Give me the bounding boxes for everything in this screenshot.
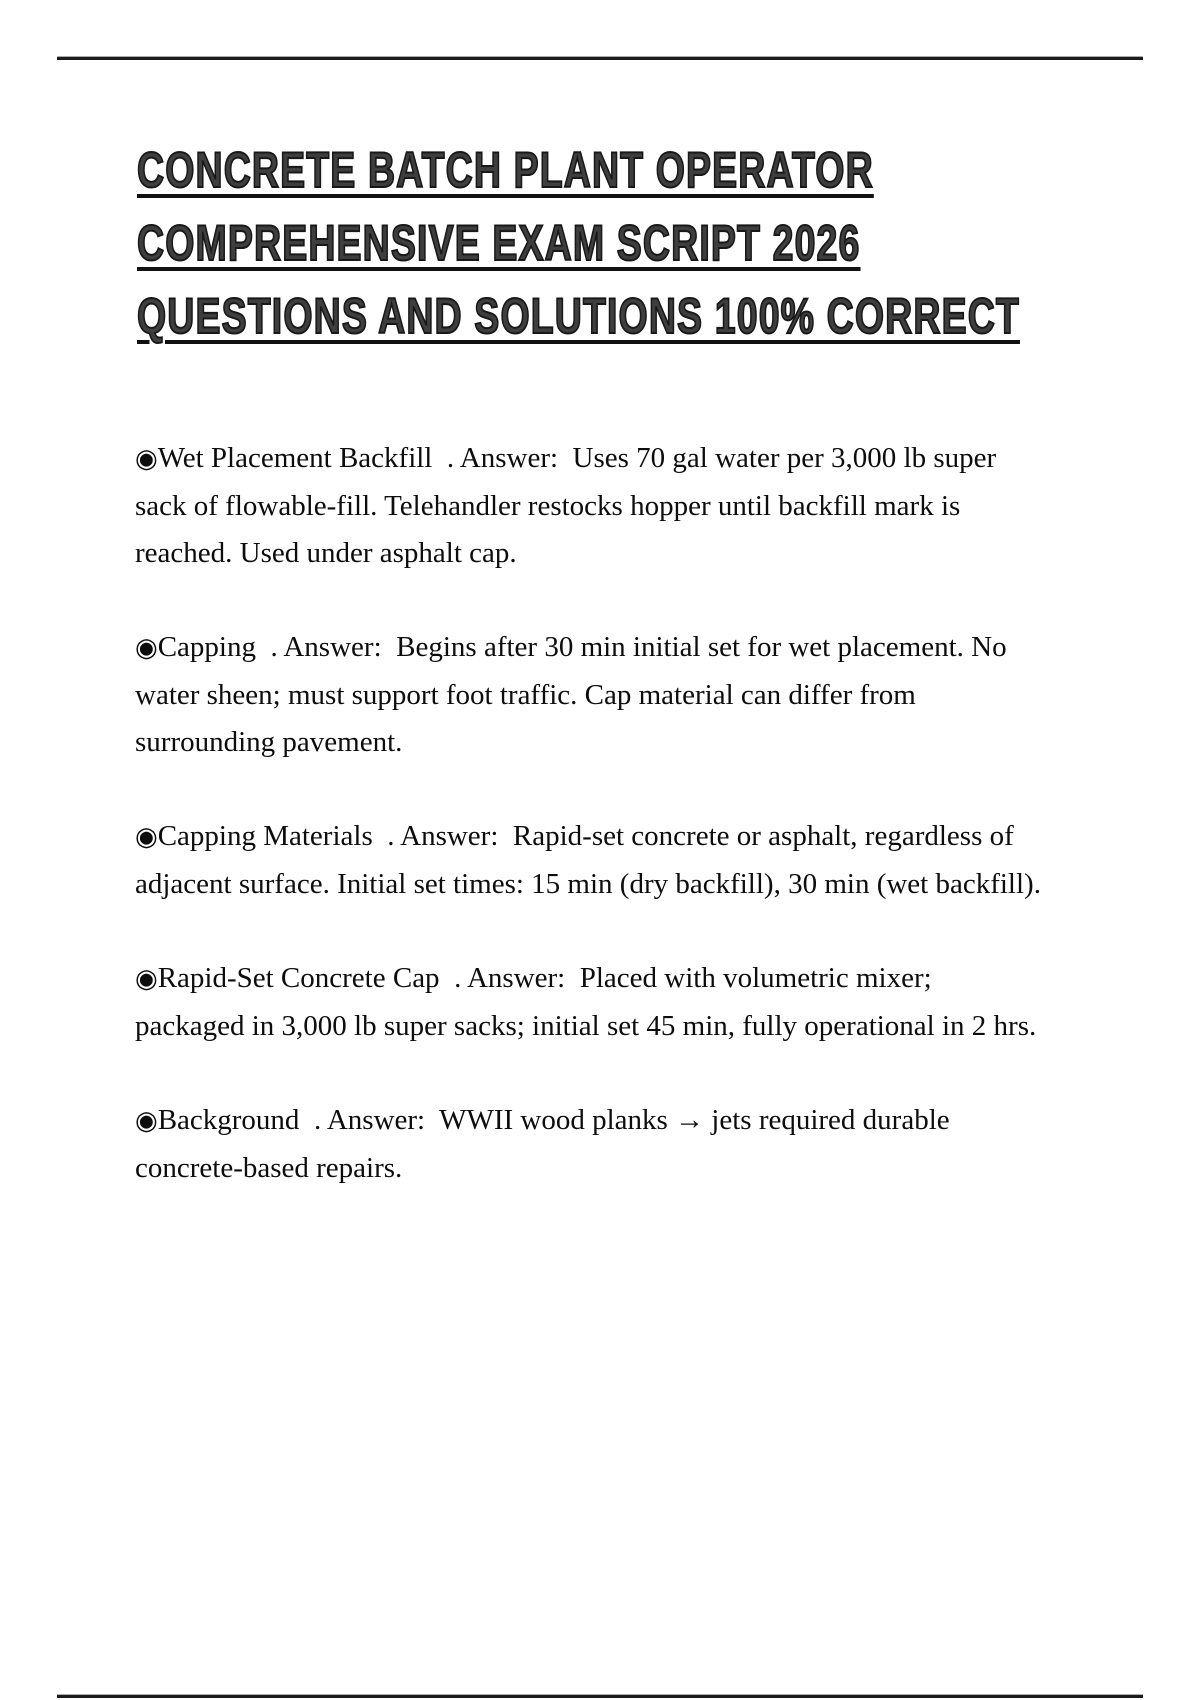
qa-separator: . Answer:	[299, 1104, 440, 1136]
fisheye-bullet-icon: ◉	[135, 633, 158, 663]
title-line-1	[137, 140, 1140, 213]
qa-answer: Begins after 30 min initial set for wet placement. No water sheen; must support foot traffic. Cap material can differ from surrounding pavement.	[135, 631, 1014, 758]
qa-separator: . Answer:	[439, 962, 580, 994]
qa-separator: . Answer:	[432, 442, 573, 474]
qa-term: Capping Materials	[157, 820, 373, 852]
qa-item-capping	[135, 624, 1043, 766]
qa-term: Rapid-Set Concrete Cap	[157, 962, 440, 994]
title-line-1-text: CONCRETE BATCH PLANT OPERATOR	[137, 142, 874, 198]
qa-term: Capping	[157, 631, 256, 663]
fisheye-bullet-icon: ◉	[135, 444, 158, 474]
qa-answer: Uses 70 gal water per 3,000 lb super sack of flowable-fill. Telehandler restocks hopper until backfill mark is reached. Used under asphalt cap.	[135, 442, 1004, 569]
qa-item-rapid-set-concrete-cap	[135, 955, 1043, 1050]
qa-separator: . Answer:	[372, 820, 513, 852]
title-line-3	[137, 286, 1140, 359]
qa-term: Wet Placement Backfill	[157, 442, 433, 474]
footer-rule	[57, 1694, 1143, 1698]
qa-item-background	[135, 1097, 1043, 1192]
fisheye-bullet-icon: ◉	[135, 1106, 158, 1136]
qa-list	[135, 435, 1043, 1192]
qa-answer: WWII wood planks → jets required durable concrete-based repairs.	[135, 1104, 957, 1184]
title-line-3-text: QUESTIONS AND SOLUTIONS 100% CORRECT	[137, 288, 1020, 344]
qa-separator: . Answer:	[255, 631, 397, 663]
title-line-2	[137, 213, 1140, 286]
title-line-2-text: COMPREHENSIVE EXAM SCRIPT 2026	[137, 215, 861, 271]
qa-item-capping-materials	[135, 813, 1043, 908]
qa-term: Background	[157, 1104, 300, 1136]
document-title	[137, 140, 1140, 359]
qa-answer: Placed with volumetric mixer; packaged in 3,000 lb super sacks; initial set 45 min, fully operational in 2 hrs.	[135, 962, 1037, 1042]
fisheye-bullet-icon: ◉	[135, 822, 158, 852]
qa-answer: Rapid-set concrete or asphalt, regardless of adjacent surface. Initial set times: 15 min (dry backfill), 30 min (wet backfill).	[135, 820, 1041, 900]
fisheye-bullet-icon: ◉	[135, 964, 158, 994]
qa-item-wet-placement-backfill	[135, 435, 1043, 577]
header-rule	[57, 56, 1143, 60]
